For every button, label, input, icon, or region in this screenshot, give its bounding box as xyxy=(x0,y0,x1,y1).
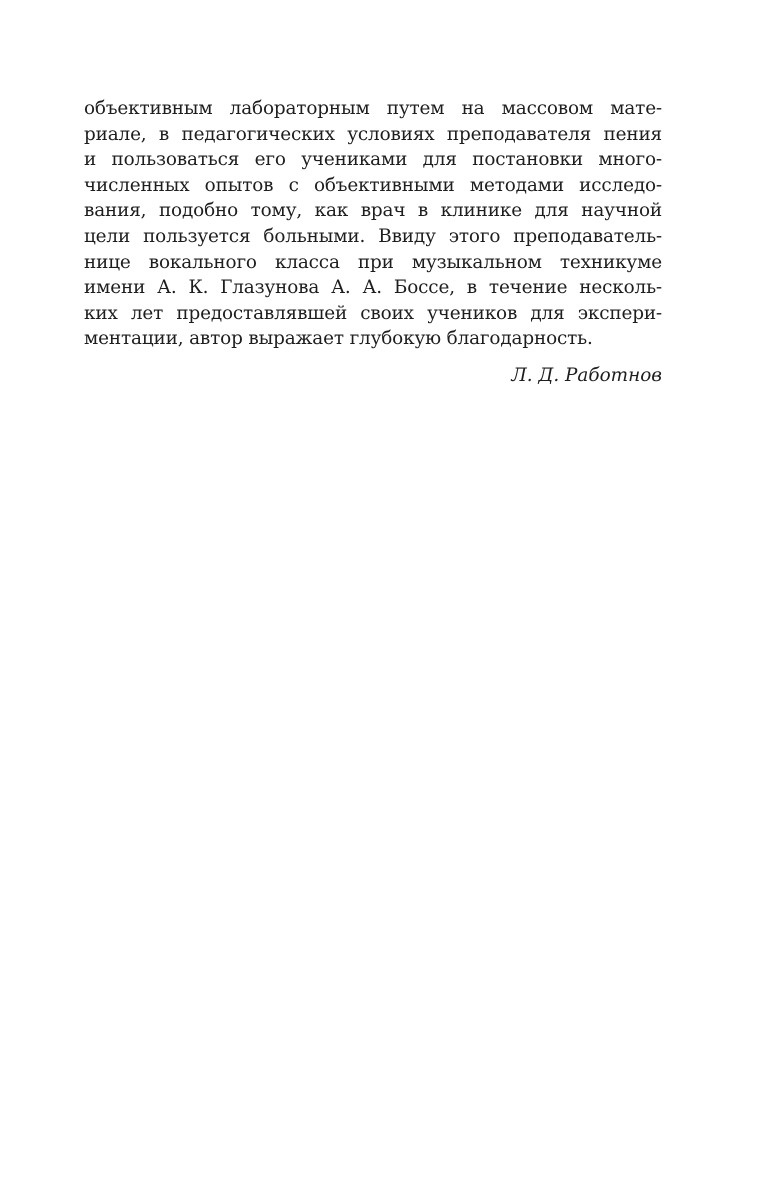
body-paragraph xyxy=(84,96,662,352)
paragraph-line: и пользоваться его учениками для постановки много- xyxy=(84,149,662,171)
paragraph-line: объективным лабораторным путем на массовом мате- xyxy=(84,98,662,119)
paragraph-line: вания, подобно тому, как врач в клинике для научной xyxy=(84,200,662,222)
paragraph-line: численных опытов с объективными методами исследо- xyxy=(84,174,662,196)
paragraph-line: ких лет предоставлявшей своих учеников для экспери- xyxy=(84,302,662,324)
paragraph-line: риале, в педагогических условиях преподавателя пения xyxy=(84,123,662,145)
paragraph-line: имени А. К. Глазунова А. А. Боссе, в течение несколь- xyxy=(84,277,662,299)
paragraph-line: ментации, автор выражает глубокую благодарность. xyxy=(84,328,593,350)
paragraph-line: цели пользуется больными. Ввиду этого преподаватель- xyxy=(84,225,662,247)
author-signature: Л. Д. Работнов xyxy=(511,365,662,386)
paragraph-line: нице вокального класса при музыкальном техникуме xyxy=(84,251,662,273)
